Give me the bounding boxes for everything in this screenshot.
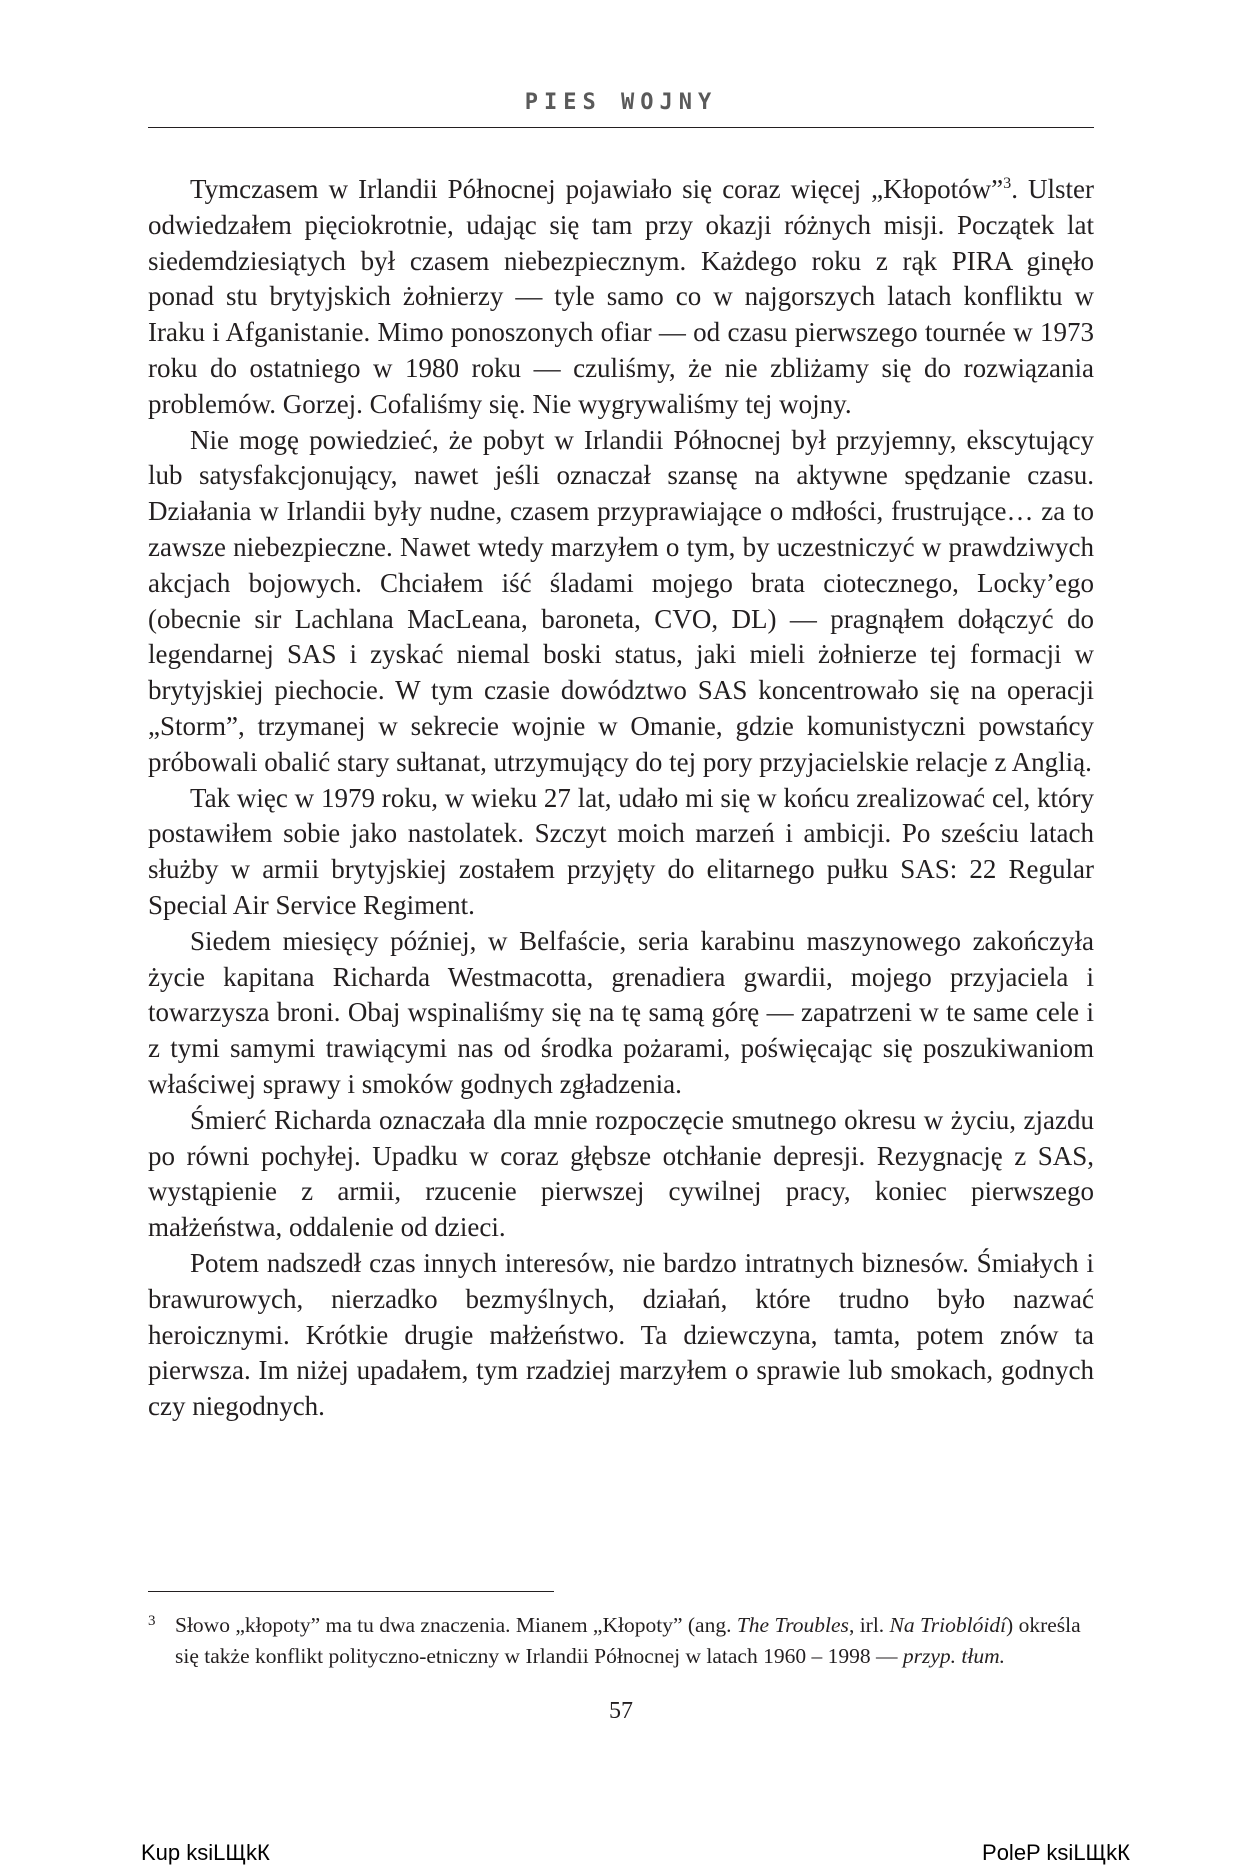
footnote-italic-1: The Troubles	[736, 1613, 849, 1637]
footnote-text-3: ) określa się także konflikt polityczno-etniczny w Irlandii Północnej w latach 1960 – 1998 —	[175, 1613, 1081, 1668]
paragraph-4: Siedem miesięcy później, w Belfaście, seria karabinu maszynowego zakończyła życie kapitana Richarda Westmacotta, grenadiera gwardii, mojego przyjaciela i towarzysza broni. Obaj wspinaliśmy się na tę samą górę — zapatrzeni w te same cele i z tymi samymi trawiącymi nas od środka pożarami, poświęcając się poszukiwaniom właściwej sprawy i smoków godnych zgładzenia.	[148, 925, 1094, 1099]
paragraph-1-rest: . Ulster odwiedzałem pięciokrotnie, udając się tam przy okazji różnych misji. Początek lat siedemdziesiątych był czasem niebezpiecznym. Każdego roku z rąk PIRA ginęło ponad stu brytyjskich żołnierzy — tyle samo co w najgorszych latach konfliktu w Iraku i Afganistanie. Mimo ponoszonych ofiar — od czasu pierwszego tournée w 1973 roku do ostatniego w 1980 roku — czuliśmy, że nie zbliżamy się do rozwiązania problemów. Gorzej. Cofaliśmy się. Nie wygrywaliśmy tej wojny.	[148, 174, 1095, 419]
footnote-ref[interactable]: 3	[1003, 174, 1012, 192]
header-rule	[148, 127, 1094, 128]
recommend-book-link[interactable]: PoleP ksiLЩkК	[982, 1840, 1130, 1865]
paragraph-1	[148, 172, 1094, 423]
body-text	[148, 172, 1094, 1425]
paragraph-5: Śmierć Richarda oznaczała dla mnie rozpoczęcie smutnego okresu w życiu, zjazdu po równi pochyłej. Upadku w coraz głębsze otchłanie depresji. Rezygnację z SAS, wystąpienie z armii, rzucenie pierwszej cywilnej pracy, koniec pierwszego małżeństwa, oddalenie od dzieci.	[148, 1104, 1094, 1243]
running-head: PIES WOJNY	[524, 90, 718, 115]
paragraph-1-start: Tymczasem w Irlandii Północnej pojawiało się coraz więcej „Kłopotów”	[190, 174, 1004, 204]
footnote-text-2: , irl.	[848, 1613, 890, 1637]
footnote-number: 3	[148, 1613, 156, 1629]
footnote	[148, 1610, 1094, 1672]
paragraph-3: Tak więc w 1979 roku, w wieku 27 lat, udało mi się w końcu zrealizować cel, który postawiłem sobie jako nastolatek. Szczyt moich marzeń i ambicji. Po sześciu latach służby w armii brytyjskiej zostałem przyjęty do elitarnego pułku SAS: 22 Regular Special Air Service Regiment.	[148, 782, 1094, 920]
footnote-rule	[148, 1591, 554, 1592]
footnote-italic-3: przyp. tłum.	[902, 1644, 1005, 1668]
footnote-italic-2: Na Trioblóidí	[889, 1613, 1007, 1637]
paragraph-6: Potem nadszedł czas innych interesów, nie bardzo intratnych biznesów. Śmiałych i brawurowych, nierzadko bezmyślnych, działań, które trudno było nazwać heroicznymi. Krótkie drugie małżeństwo. Ta dziewczyna, tamta, potem znów ta pierwsza. Im niżej upadałem, tym rzadziej marzyłem o sprawie lub smokach, godnych czy niegodnych.	[148, 1247, 1094, 1422]
page-number: 57	[609, 1698, 633, 1724]
paragraph-2: Nie mogę powiedzieć, że pobyt w Irlandii Północnej był przyjemny, ekscytujący lub satysfakcjonujący, nawet jeśli oznaczał szansę na aktywne spędzanie czasu. Działania w Irlandii były nudne, czasem przyprawiające o mdłości, frustrujące… za to zawsze niebezpieczne. Nawet wtedy marzyłem o tym, by uczestniczyć w prawdziwych akcjach bojowych. Chciałem iść śladami mojego brata ciotecznego, Locky’ego (obecnie sir Lachlana MacLeana, baroneta, CVO, DL) — pragnąłem dołączyć do legendarnej SAS i zyskać niemal boski status, jaki mieli żołnierze tej formacji w brytyjskiej piechocie. W tym czasie dowództwo SAS koncentrowało się na operacji „Storm”, trzymanej w sekrecie wojnie w Omanie, gdzie komunistyczni powstańcy próbowali obalić stary sułtanat, utrzymujący do tej pory przyjacielskie relacje z Anglią.	[148, 424, 1094, 777]
buy-book-link[interactable]: Kup ksiLЩkК	[141, 1840, 270, 1865]
footnote-text-1: Słowo „kłopoty” ma tu dwa znaczenia. Mianem „Kłopoty” (ang.	[175, 1613, 737, 1637]
footnote-text	[175, 1610, 1094, 1672]
